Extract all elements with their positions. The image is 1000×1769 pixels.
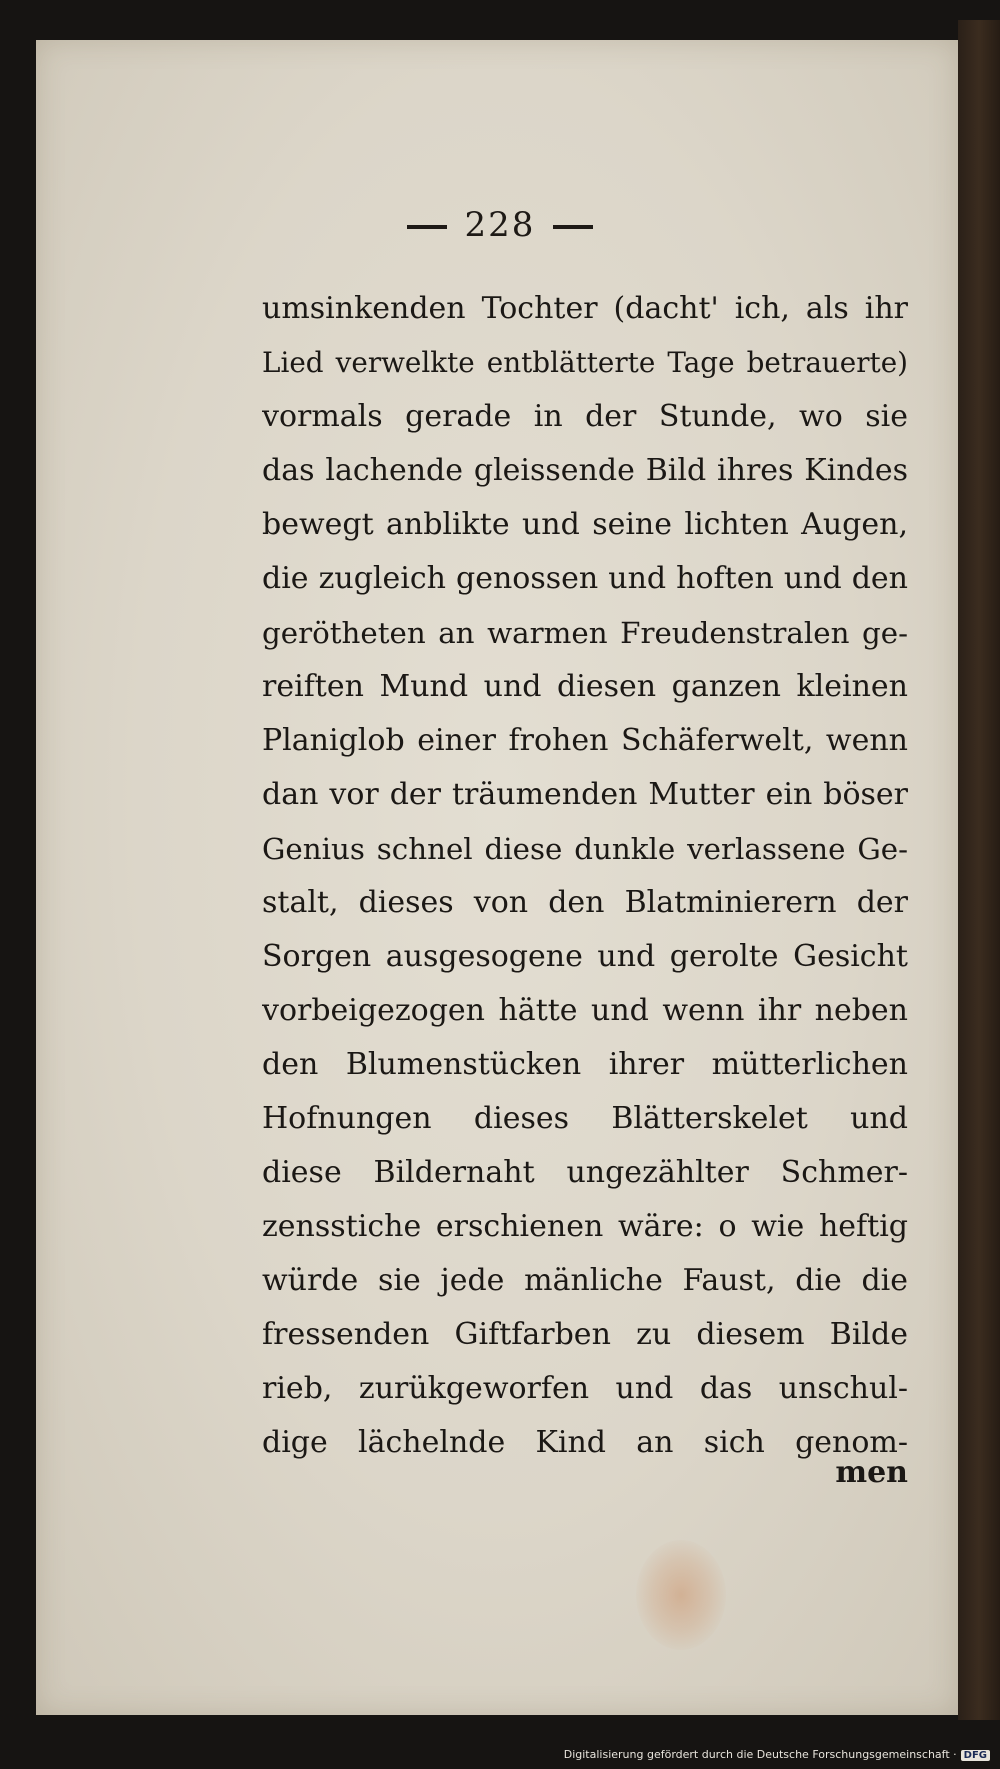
text-line: vormals gerade in der Stunde, wo sie: [262, 399, 908, 434]
text-line: fressenden Giftfarben zu diesem Bilde: [262, 1317, 908, 1352]
text-line: Genius schnel diese dunkle verlassene Ge-: [262, 832, 908, 866]
text-line: dige lächelnde Kind an sich genom-: [262, 1425, 908, 1460]
text-line: den Blumenstücken ihrer mütterlichen: [262, 1047, 908, 1082]
catchword: men: [835, 1455, 908, 1490]
text-line: rieb, zurükgeworfen und das unschul-: [262, 1371, 908, 1406]
text-line: zensstiche erschienen wäre: o wie heftig: [262, 1209, 908, 1244]
text-line: diese Bildernaht ungezählter Schmer-: [262, 1155, 908, 1190]
text-line: Planiglob einer frohen Schäferwelt, wenn: [262, 723, 908, 758]
text-line: vorbeigezogen hätte und wenn ihr neben: [262, 993, 908, 1028]
credit-text: Digitalisierung gefördert durch die Deutsche Forschungsgemeinschaft ·: [563, 1748, 957, 1761]
paper-stain: [636, 1540, 726, 1650]
text-line: stalt, dieses von den Blatminierern der: [262, 885, 908, 920]
digitization-credit: [0, 1748, 990, 1761]
text-line: umsinkenden Tochter (dacht' ich, als ihr: [262, 291, 908, 326]
text-line: dan vor der träumenden Mutter ein böser: [262, 777, 908, 812]
text-line: Hofnungen dieses Blätterskelet und: [262, 1101, 908, 1136]
text-line: die zugleich genossen und hoften und den: [262, 561, 908, 596]
dfg-logo: DFG: [961, 1750, 990, 1761]
text-line: würde sie jede mänliche Faust, die die: [262, 1263, 908, 1298]
text-line: Sorgen ausgesogene und gerolte Gesicht: [262, 939, 908, 974]
book-cover-edge: [958, 20, 1000, 1720]
text-line: gerötheten an warmen Freudenstralen ge-: [262, 616, 908, 650]
header-dash-left: [407, 225, 447, 229]
text-line: reiften Mund und diesen ganzen kleinen: [262, 669, 908, 704]
text-line: das lachende gleissende Bild ihres Kindes: [262, 453, 908, 488]
header-dash-right: [553, 225, 593, 229]
text-line: bewegt anblikte und seine lichten Augen,: [262, 507, 908, 542]
page-header: [0, 205, 1000, 245]
page-number: 228: [464, 205, 536, 245]
body-text: [262, 282, 908, 1470]
text-line: Lied verwelkte entblätterte Tage betrauerte): [262, 346, 908, 379]
